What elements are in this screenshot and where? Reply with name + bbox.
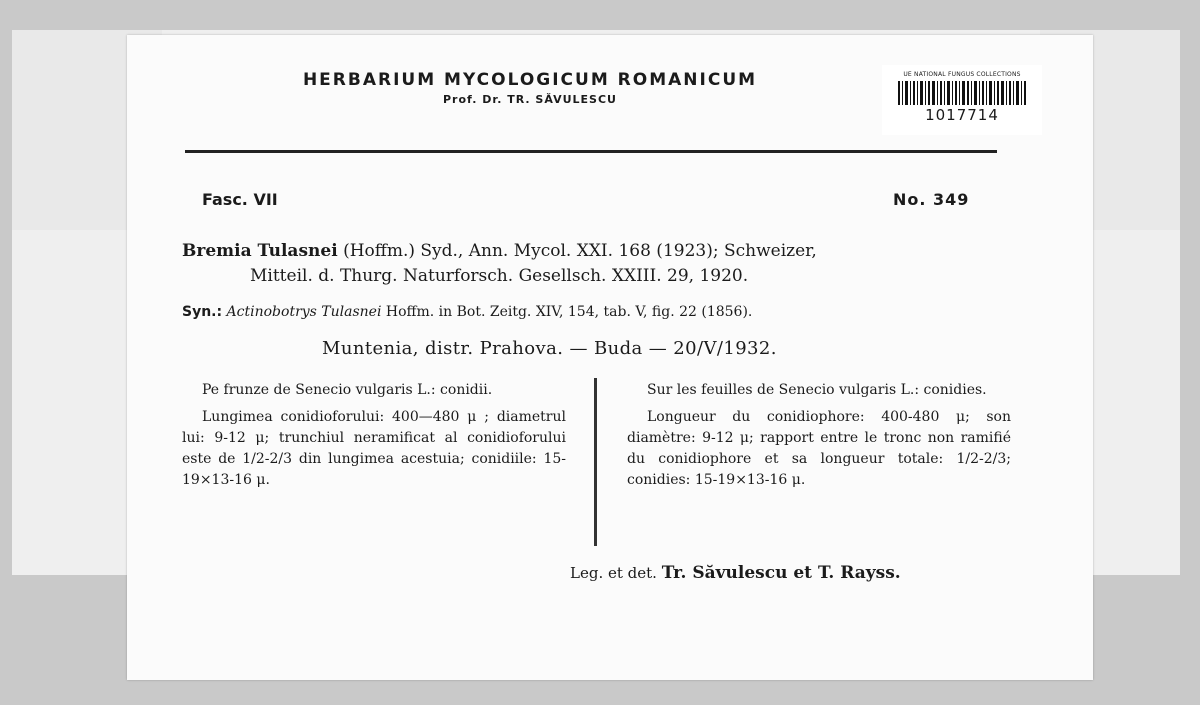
- synonym-line: [182, 304, 752, 320]
- herbarium-title: HERBARIUM MYCOLOGICUM ROMANICUM: [302, 70, 758, 90]
- romanian-description: [182, 380, 566, 491]
- barcode-number: 1017714: [925, 106, 999, 124]
- column-divider: [594, 378, 597, 546]
- citation-line-2: Mitteil. d. Thurg. Naturforsch. Gesellsch. XXIII. 29, 1920.: [250, 266, 749, 286]
- barcode-caption: UE NATIONAL FUNGUS COLLECTIONS: [903, 71, 1021, 78]
- herbarium-subtitle: Prof. Dr. TR. SĂVULESCU: [442, 93, 617, 106]
- specimen-number: No. 349: [893, 190, 970, 209]
- synonym-name: Actinobotrys Tulasnei: [226, 304, 382, 320]
- romanian-measurements: Lungimea conidioforului: 400—480 μ ; diametrul lui: 9-12 μ; trunchiul neramificat al conidioforului este de 1/2-2/3 din lungimea acestuia; conidiile: 15-19×13-16 μ.: [182, 409, 566, 488]
- header-rule: [185, 150, 997, 153]
- species-citation: [182, 241, 817, 261]
- fascicle-label: Fasc. VII: [202, 190, 278, 209]
- barcode-icon: [898, 81, 1026, 105]
- collector-line: [570, 563, 901, 583]
- collector-names: Tr. Săvulescu et T. Rayss.: [661, 563, 901, 583]
- french-host: Sur les feuilles de Senecio vulgaris L.: conidies.: [647, 382, 987, 398]
- french-measurements: Longueur du conidiophore: 400-480 μ; son diamètre: 9-12 μ; rapport entre le tronc non ramifié du conidiophore et sa longueur totale: 1/2-2/3; conidies: 15-19×13-16 μ.: [627, 409, 1011, 488]
- species-name: Bremia Tulasnei: [182, 241, 338, 261]
- locality-line: Muntenia, distr. Prahova. — Buda — 20/V/1932.: [322, 338, 777, 359]
- collector-prefix: Leg. et det.: [570, 564, 657, 582]
- citation-line-1: (Hoffm.) Syd., Ann. Mycol. XXI. 168 (1923); Schweizer,: [343, 241, 817, 261]
- french-description: [627, 380, 1011, 491]
- synonym-label: Syn.:: [182, 304, 223, 320]
- synonym-reference: Hoffm. in Bot. Zeitg. XIV, 154, tab. V, fig. 22 (1856).: [385, 304, 753, 320]
- barcode-sticker: [882, 65, 1042, 135]
- romanian-host: Pe frunze de Senecio vulgaris L.: conidii.: [202, 382, 493, 398]
